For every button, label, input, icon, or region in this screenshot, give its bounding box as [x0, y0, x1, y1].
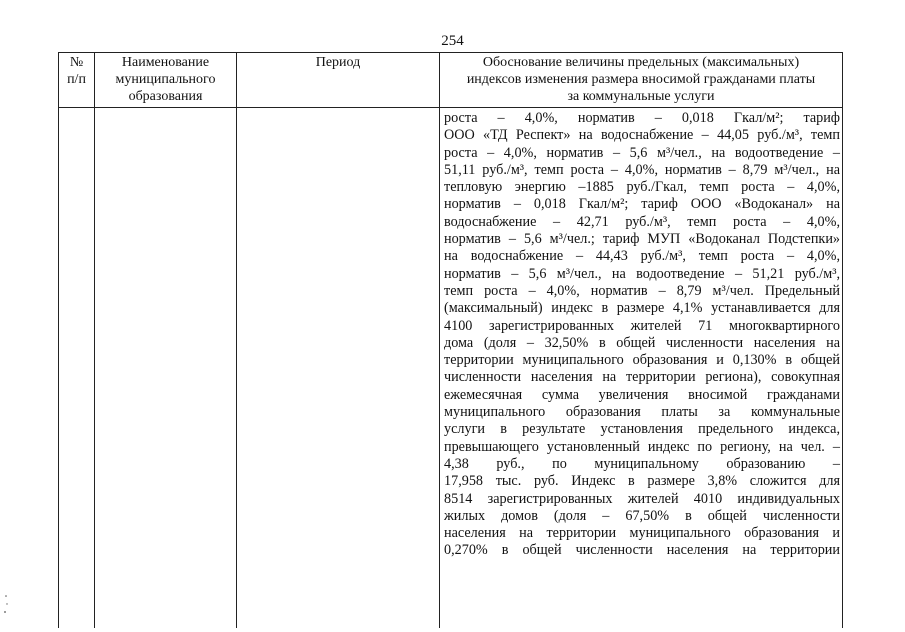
basis-line: роста – 4,0%, норматив – 0,018 Гкал/м²; тариф — [444, 110, 840, 126]
basis-line: 17,958 тыс. руб. Индекс в размере 3,8% сложится для — [444, 473, 840, 490]
basis-line: роста – 4,0%, норматив – 5,6 м³/чел., на водоотведение – — [444, 144, 840, 161]
basis-line: 51,11 руб./м³, темп роста – 4,0%, норматив – 8,79 м³/чел., на — [444, 161, 840, 178]
basis-line: численности населения на территории региона), совокупная — [444, 369, 840, 386]
basis-line: услуги в результате установления предельного индекса, — [444, 421, 840, 438]
basis-line: на водоснабжение – 44,43 руб./м³, темп роста – 4,0%, — [444, 248, 840, 265]
basis-line: тепловую энергию –1885 руб./Гкал, темп роста – 4,0%, — [444, 179, 840, 196]
basis-line: жилых домов (доля – 67,50% в общей численности — [444, 507, 840, 524]
header-municipality-line: Наименование — [121, 55, 210, 70]
basis-line: темп роста – 4,0%, норматив – 8,79 м³/чел. Предельный — [444, 282, 840, 299]
basis-line: водоснабжение – 42,71 руб./м³, темп роста – 4,0%, — [444, 213, 840, 230]
basis-line: 8514 зарегистрированных жителей 4010 индивидуальных — [444, 490, 840, 507]
basis-line: территории муниципального образования и 0,130% в общей — [444, 352, 840, 369]
basis-line: дома (доля – 32,50% в общей численности населения на — [444, 334, 840, 351]
basis-line: муниципального образования платы за коммунальные — [444, 404, 840, 421]
header-basis-line: индексов изменения размера вносимой гражданами платы — [466, 72, 816, 87]
header-period-line: Период — [315, 55, 361, 70]
cell-num — [59, 108, 95, 629]
basis-line: 4100 зарегистрированных жителей 71 многоквартирного — [444, 317, 840, 334]
basis-line: (максимальный) индекс в размере 4,1% устанавливается для — [444, 300, 840, 317]
header-period — [237, 53, 440, 108]
table-row — [59, 108, 843, 629]
basis-line: 4,38 руб., по муниципальному образованию – — [444, 455, 840, 472]
basis-line: норматив – 0,018 Гкал/м²; тариф ООО «Водоканал» на — [444, 196, 840, 213]
basis-line: норматив – 5,6 м³/чел.; тариф МУП «Водоканал Подстепки» — [444, 231, 840, 248]
page-number: 254 — [441, 33, 464, 49]
header-basis — [440, 53, 843, 108]
header-num-line: п/п — [67, 72, 86, 87]
basis-line: населения на территории муниципального образования и — [444, 525, 840, 542]
basis-line: 0,270% в общей численности населения на территории — [444, 542, 840, 559]
cell-municipality — [95, 108, 237, 629]
cell-basis — [440, 108, 843, 629]
table-header-row — [59, 53, 843, 108]
basis-line: превышающего установленный индекс по региону, на чел. – — [444, 438, 840, 455]
header-basis-line: за коммунальные услуги — [567, 89, 715, 104]
scan-artifact — [2, 590, 10, 620]
header-num — [59, 53, 95, 108]
cell-period — [237, 108, 440, 629]
basis-line: ежемесячная сумма увеличения вносимой гражданами — [444, 386, 840, 403]
basis-line: норматив – 5,6 м³/чел., на водоотведение – 51,21 руб./м³, — [444, 265, 840, 282]
header-num-line: № — [69, 55, 84, 70]
header-basis-line: Обоснование величины предельных (максимальных) — [482, 55, 800, 70]
tariff-table — [58, 52, 843, 628]
basis-line: ООО «ТД Респект» на водоснабжение – 44,05 руб./м³, темп — [444, 127, 840, 144]
header-municipality-line: образования — [128, 89, 203, 104]
basis-paragraph — [440, 108, 842, 560]
header-municipality-line: муниципального — [115, 72, 216, 87]
header-municipality — [95, 53, 237, 108]
